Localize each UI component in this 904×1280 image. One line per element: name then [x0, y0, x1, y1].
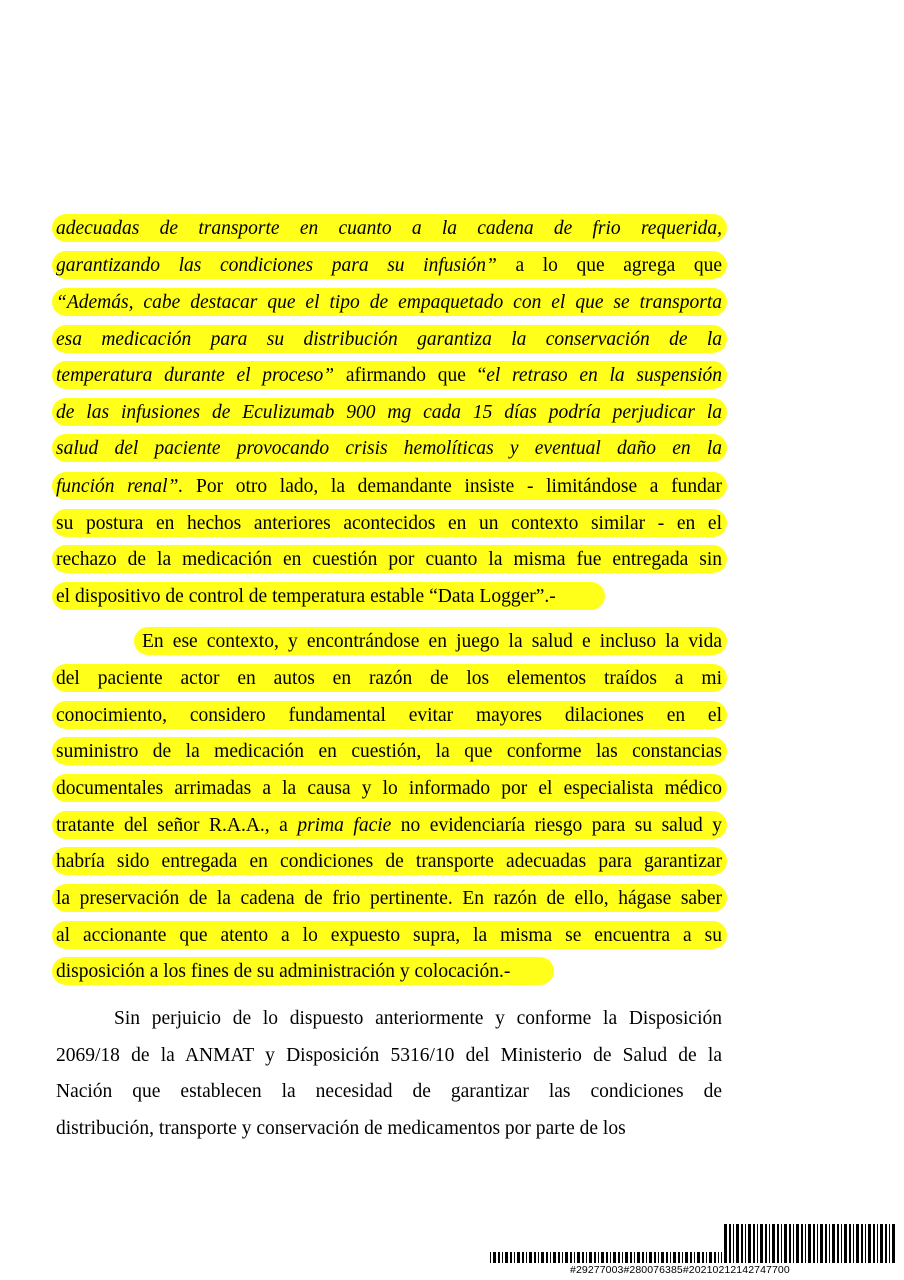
barcode-bar	[502, 1252, 503, 1263]
barcode-bar	[673, 1252, 676, 1263]
barcode-bar	[741, 1224, 743, 1263]
text-line	[56, 1080, 722, 1103]
barcode-bar	[748, 1224, 751, 1263]
italic-text: salud del paciente provocando crisis hemolíticas y eventual daño en la	[56, 438, 722, 459]
barcode-bar	[757, 1224, 758, 1263]
barcode-bar	[613, 1252, 616, 1263]
barcode-bar	[849, 1224, 851, 1263]
barcode-bar	[505, 1252, 508, 1263]
barcode-bar	[817, 1224, 818, 1263]
text-line	[114, 1007, 722, 1030]
barcode-bar	[706, 1252, 707, 1263]
barcode-bar	[670, 1252, 671, 1263]
text-span	[56, 329, 722, 350]
barcode-bar	[853, 1224, 854, 1263]
barcode-bar	[493, 1252, 496, 1263]
text-span	[56, 1045, 722, 1066]
barcode-bar	[885, 1224, 887, 1263]
barcode-bar	[697, 1252, 700, 1263]
text-run: suministro de la medicación en cuestión, la que conforme las constancias	[56, 741, 722, 762]
barcode-bar	[529, 1252, 532, 1263]
barcode-bar	[574, 1252, 575, 1263]
text-line	[56, 437, 722, 460]
barcode-bar	[541, 1252, 544, 1263]
text-run: conocimiento, considero fundamental evitar mayores dilaciones en el	[56, 705, 722, 726]
text-line	[56, 667, 722, 690]
barcode-bar	[598, 1252, 599, 1263]
text-span	[142, 631, 722, 652]
barcode-bar	[589, 1252, 592, 1263]
barcode-bar	[517, 1252, 520, 1263]
text-line	[56, 217, 722, 240]
barcode-bar	[868, 1224, 871, 1263]
barcode-bar	[694, 1252, 695, 1263]
barcode-number: #29277003#280076385#20210212142747700	[570, 1264, 790, 1276]
barcode-bar	[736, 1224, 739, 1263]
barcode-bar	[880, 1224, 883, 1263]
text-line	[56, 777, 722, 800]
barcode-bar	[654, 1252, 656, 1263]
barcode-bar	[784, 1224, 787, 1263]
text-run: el dispositivo de control de temperatura estable “Data Logger”.-	[56, 586, 556, 607]
barcode-bar	[760, 1224, 763, 1263]
barcode-bar	[690, 1252, 692, 1263]
text-run: rechazo de la medicación en cuestión por cuanto la misma fue entregada sin	[56, 549, 722, 570]
text-run: distribución, transporte y conservación de medicamentos por parte de los	[56, 1118, 626, 1139]
barcode-bar	[682, 1252, 683, 1263]
text-run: Sin perjuicio de lo dispuesto anteriormente y conforme la Disposición	[114, 1008, 722, 1029]
text-line	[56, 740, 722, 763]
italic-text: “Además, cabe destacar que el tipo de empaquetado con el que se transporta	[56, 292, 722, 313]
text-run: 2069/18 de la ANMAT y Disposición 5316/10 del Ministerio de Salud de la	[56, 1045, 722, 1066]
barcode-bar	[709, 1252, 712, 1263]
barcode-bar	[666, 1252, 668, 1263]
text-line	[56, 475, 722, 498]
barcode-bar	[841, 1224, 842, 1263]
text-span	[114, 1008, 722, 1029]
text-span	[56, 1081, 722, 1102]
text-run: habría sido entregada en condiciones de transporte adecuadas para garantizar	[56, 851, 722, 872]
text-line	[56, 291, 722, 314]
barcode-bar	[733, 1224, 734, 1263]
barcode-bar	[526, 1252, 527, 1263]
text-line	[56, 585, 722, 608]
text-run: su postura en hechos anteriores acontecidos en un contexto similar - en el	[56, 513, 722, 534]
barcode-bar	[649, 1252, 652, 1263]
barcode-bar	[873, 1224, 875, 1263]
text-run: En ese contexto, y encontrándose en juego la salud e incluso la vida	[142, 631, 722, 652]
barcode-bar	[825, 1224, 827, 1263]
barcode-bar	[765, 1224, 767, 1263]
barcode-bar	[702, 1252, 704, 1263]
barcode-bar	[777, 1224, 779, 1263]
barcode-bar	[865, 1224, 866, 1263]
barcode-bar	[789, 1224, 791, 1263]
text-span	[56, 925, 722, 946]
barcode-bar	[721, 1252, 722, 1263]
barcode-bar	[724, 1224, 727, 1263]
barcode-bar	[606, 1252, 608, 1263]
barcode-bar	[856, 1224, 859, 1263]
barcode-bar	[658, 1252, 659, 1263]
barcode-bar	[618, 1252, 620, 1263]
text-run: documentales arrimadas a la causa y lo informado por el especialista médico	[56, 778, 722, 799]
barcode-bar	[570, 1252, 572, 1263]
text-line	[56, 364, 722, 387]
barcode-bar	[820, 1224, 823, 1263]
barcode-bar	[610, 1252, 611, 1263]
text-span	[56, 365, 722, 386]
barcode-bar	[642, 1252, 644, 1263]
barcode	[724, 1224, 897, 1263]
barcode-bar	[625, 1252, 628, 1263]
text-run: del paciente actor en autos en razón de los elementos traídos a mi	[56, 668, 722, 689]
barcode-bar	[582, 1252, 584, 1263]
barcode-bar	[718, 1252, 719, 1263]
barcode-bar	[661, 1252, 664, 1263]
barcode-bar	[637, 1252, 640, 1263]
barcode-bar	[832, 1224, 835, 1263]
barcode-bar	[801, 1224, 803, 1263]
barcode-bar	[889, 1224, 890, 1263]
text-run: Por otro lado, la demandante insiste - limitándose a fundar	[183, 476, 722, 497]
barcode-bar	[685, 1252, 688, 1263]
barcode-bar	[844, 1224, 847, 1263]
barcode-bar	[490, 1252, 491, 1263]
barcode-bar	[646, 1252, 647, 1263]
barcode-bar	[753, 1224, 755, 1263]
text-span	[56, 961, 510, 982]
barcode-bar	[796, 1224, 799, 1263]
text-run: no evidenciaría riesgo para su salud y	[391, 815, 723, 836]
barcode-bar	[861, 1224, 863, 1263]
text-line	[56, 887, 722, 910]
barcode-bar	[577, 1252, 580, 1263]
text-span	[56, 586, 556, 607]
text-line	[56, 548, 722, 571]
barcode-bar	[510, 1252, 512, 1263]
text-line	[142, 630, 722, 653]
barcode-bar	[534, 1252, 536, 1263]
barcode-bar	[601, 1252, 604, 1263]
barcode-bar	[781, 1224, 782, 1263]
text-span	[56, 1118, 626, 1139]
barcode-bar	[622, 1252, 623, 1263]
text-line	[56, 512, 722, 535]
barcode-bar	[829, 1224, 830, 1263]
barcode-strip	[490, 1252, 722, 1263]
barcode-bar	[772, 1224, 775, 1263]
italic-text: prima facie	[297, 815, 392, 836]
text-span	[56, 668, 722, 689]
barcode-bar	[586, 1252, 587, 1263]
text-line	[56, 960, 722, 983]
italic-text: el retraso en la suspensión	[486, 365, 722, 386]
italic-text: de las infusiones de Eculizumab 900 mg cada 15 días podría perjudicar la	[56, 402, 722, 423]
text-span	[56, 255, 722, 276]
italic-text: esa medicación para su distribución garantiza la conservación de la	[56, 329, 722, 350]
barcode-bar	[538, 1252, 539, 1263]
barcode-bar	[877, 1224, 878, 1263]
barcode-bar	[558, 1252, 560, 1263]
barcode-bar	[808, 1224, 811, 1263]
text-span	[56, 851, 722, 872]
barcode-bar	[546, 1252, 548, 1263]
text-span	[56, 476, 722, 497]
text-span	[56, 705, 722, 726]
barcode-bar	[565, 1252, 568, 1263]
text-span	[56, 218, 722, 239]
barcode-bar	[793, 1224, 794, 1263]
text-line	[56, 704, 722, 727]
barcode-bar	[837, 1224, 839, 1263]
italic-text: garantizando las condiciones para su infusión”	[56, 255, 497, 276]
text-span	[56, 402, 722, 423]
text-run: al accionante que atento a lo expuesto supra, la misma se encuentra a su	[56, 925, 722, 946]
barcode-bar	[714, 1252, 716, 1263]
barcode-bar	[769, 1224, 770, 1263]
text-span	[56, 741, 722, 762]
barcode-bar	[813, 1224, 815, 1263]
barcode-bar	[729, 1224, 731, 1263]
text-run: a lo que agrega que	[496, 255, 722, 276]
barcode-bar	[498, 1252, 500, 1263]
barcode-bar	[594, 1252, 596, 1263]
text-run: afirmando que “	[334, 365, 487, 386]
barcode-bar	[630, 1252, 632, 1263]
barcode-bar	[678, 1252, 680, 1263]
text-line	[56, 814, 722, 837]
text-run: tratante del señor R.A.A., a	[56, 815, 298, 836]
text-span	[56, 888, 722, 909]
text-run: disposición a los fines de su administración y colocación.-	[56, 961, 511, 982]
text-line	[56, 850, 722, 873]
text-line	[56, 924, 722, 947]
barcode-bar	[553, 1252, 556, 1263]
barcode-bar	[514, 1252, 515, 1263]
text-line	[56, 328, 722, 351]
text-run: la preservación de la cadena de frio pertinente. En razón de ello, hágase saber	[56, 888, 722, 909]
text-span	[56, 778, 722, 799]
text-line	[56, 1044, 722, 1067]
text-span	[56, 549, 722, 570]
barcode-bar	[892, 1224, 895, 1263]
barcode-bar	[522, 1252, 524, 1263]
barcode-bar	[550, 1252, 551, 1263]
text-span	[56, 815, 722, 836]
italic-text: adecuadas de transporte en cuanto a la cadena de frio requerida,	[56, 218, 722, 239]
text-span	[56, 292, 722, 313]
text-line	[56, 254, 722, 277]
italic-text: temperatura durante el proceso”	[56, 365, 335, 386]
text-span	[56, 513, 722, 534]
italic-text: función renal”.	[56, 476, 184, 497]
text-line	[56, 401, 722, 424]
barcode-bar	[805, 1224, 806, 1263]
text-run: Nación que establecen la necesidad de garantizar las condiciones de	[56, 1081, 722, 1102]
barcode-bar	[562, 1252, 563, 1263]
text-span	[56, 438, 722, 459]
text-line	[56, 1117, 722, 1140]
barcode-bar	[634, 1252, 635, 1263]
barcode-bar	[745, 1224, 746, 1263]
